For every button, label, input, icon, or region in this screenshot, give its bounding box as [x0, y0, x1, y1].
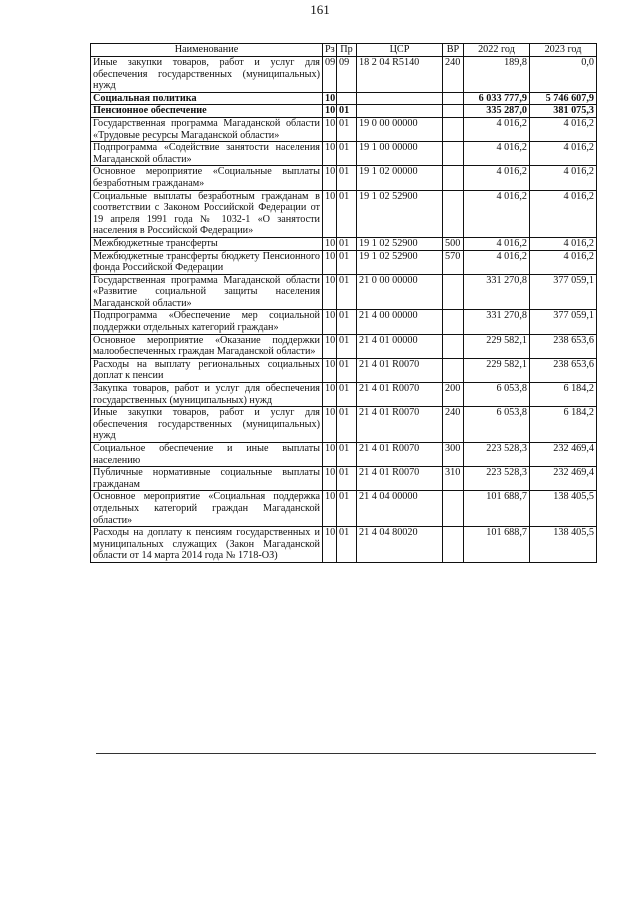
row-csr: 21 4 01 R0070: [357, 443, 443, 467]
row-value-2023: 138 405,5: [530, 491, 597, 527]
row-rz: 10: [323, 407, 337, 443]
header-vr: ВР: [443, 44, 464, 57]
row-rz: 10: [323, 491, 337, 527]
row-value-2022: 101 688,7: [464, 527, 530, 563]
header-name: Наименование: [91, 44, 323, 57]
row-value-2022: 4 016,2: [464, 250, 530, 274]
row-name: Иные закупки товаров, работ и услуг для обеспечения государственных (муниципальных) нужд: [91, 57, 323, 93]
row-rz: 10: [323, 237, 337, 250]
row-csr: 19 0 00 00000: [357, 117, 443, 141]
row-name: Подпрограмма «Содействие занятости населения Магаданской области»: [91, 142, 323, 166]
row-value-2023: 377 059,1: [530, 310, 597, 334]
row-name: Основное мероприятие «Социальная поддержка отдельных категорий граждан Магаданской области»: [91, 491, 323, 527]
row-name: Иные закупки товаров, работ и услуг для обеспечения государственных (муниципальных) нужд: [91, 407, 323, 443]
row-csr: 21 4 01 R0070: [357, 383, 443, 407]
row-value-2023: 381 075,3: [530, 105, 597, 118]
row-pr: 01: [337, 117, 357, 141]
row-name: Государственная программа Магаданской области «Развитие социальной защиты населения Магаданской области»: [91, 274, 323, 310]
row-rz: 10: [323, 117, 337, 141]
row-pr: [337, 92, 357, 105]
row-pr: 09: [337, 57, 357, 93]
row-name: Межбюджетные трансферты бюджету Пенсионного фонда Российской Федерации: [91, 250, 323, 274]
row-name: Расходы на выплату региональных социальных доплат к пенсии: [91, 358, 323, 382]
row-vr: [443, 491, 464, 527]
table-row: [91, 92, 597, 105]
row-csr: [357, 92, 443, 105]
row-pr: 01: [337, 334, 357, 358]
row-pr: 01: [337, 310, 357, 334]
row-pr: 01: [337, 274, 357, 310]
row-vr: 240: [443, 407, 464, 443]
row-pr: 01: [337, 467, 357, 491]
row-vr: 500: [443, 237, 464, 250]
row-vr: [443, 310, 464, 334]
table-row: [91, 142, 597, 166]
table-header-row: [91, 44, 597, 57]
row-value-2023: 4 016,2: [530, 190, 597, 237]
row-csr: 19 1 02 52900: [357, 237, 443, 250]
row-csr: 21 4 01 00000: [357, 334, 443, 358]
table-row: [91, 166, 597, 190]
table-row: [91, 527, 597, 563]
row-rz: 10: [323, 383, 337, 407]
row-vr: 200: [443, 383, 464, 407]
row-vr: 240: [443, 57, 464, 93]
table-row: [91, 334, 597, 358]
row-value-2023: 238 653,6: [530, 358, 597, 382]
row-value-2023: 232 469,4: [530, 467, 597, 491]
table-body: [91, 57, 597, 563]
row-vr: [443, 358, 464, 382]
table-row: [91, 467, 597, 491]
row-csr: [357, 105, 443, 118]
row-value-2022: 331 270,8: [464, 274, 530, 310]
row-csr: 21 4 01 R0070: [357, 358, 443, 382]
row-rz: 10: [323, 527, 337, 563]
row-pr: 01: [337, 237, 357, 250]
row-rz: 10: [323, 142, 337, 166]
row-pr: 01: [337, 491, 357, 527]
row-vr: 300: [443, 443, 464, 467]
row-value-2023: 238 653,6: [530, 334, 597, 358]
row-value-2023: 6 184,2: [530, 407, 597, 443]
row-value-2022: 223 528,3: [464, 467, 530, 491]
row-value-2023: 6 184,2: [530, 383, 597, 407]
row-value-2023: 4 016,2: [530, 250, 597, 274]
row-name: Основное мероприятие «Оказание поддержки малообеспеченных граждан Магаданской области»: [91, 334, 323, 358]
row-vr: [443, 142, 464, 166]
row-value-2023: 4 016,2: [530, 117, 597, 141]
row-value-2022: 229 582,1: [464, 334, 530, 358]
header-pr: Пр: [337, 44, 357, 57]
row-csr: 21 0 00 00000: [357, 274, 443, 310]
row-csr: 19 1 00 00000: [357, 142, 443, 166]
row-csr: 19 1 02 52900: [357, 250, 443, 274]
row-pr: 01: [337, 166, 357, 190]
row-value-2022: 189,8: [464, 57, 530, 93]
row-value-2022: 4 016,2: [464, 142, 530, 166]
row-rz: 10: [323, 310, 337, 334]
row-rz: 10: [323, 274, 337, 310]
table-row: [91, 57, 597, 93]
row-csr: 19 1 02 52900: [357, 190, 443, 237]
row-pr: 01: [337, 105, 357, 118]
row-pr: 01: [337, 443, 357, 467]
row-name: Межбюджетные трансферты: [91, 237, 323, 250]
row-value-2022: 101 688,7: [464, 491, 530, 527]
row-rz: 10: [323, 166, 337, 190]
row-value-2023: 0,0: [530, 57, 597, 93]
row-vr: [443, 527, 464, 563]
row-value-2022: 6 053,8: [464, 383, 530, 407]
table-row: [91, 358, 597, 382]
row-value-2022: 4 016,2: [464, 166, 530, 190]
row-csr: 19 1 02 00000: [357, 166, 443, 190]
row-name: Закупка товаров, работ и услуг для обеспечения государственных (муниципальных) нужд: [91, 383, 323, 407]
row-value-2022: 6 053,8: [464, 407, 530, 443]
footer-divider: [96, 753, 596, 754]
row-csr: 21 4 01 R0070: [357, 467, 443, 491]
header-year-2022: 2022 год: [464, 44, 530, 57]
table-row: [91, 310, 597, 334]
row-rz: 10: [323, 250, 337, 274]
row-rz: 10: [323, 92, 337, 105]
row-pr: 01: [337, 358, 357, 382]
header-year-2023: 2023 год: [530, 44, 597, 57]
header-csr: ЦСР: [357, 44, 443, 57]
table-row: [91, 117, 597, 141]
table-row: [91, 190, 597, 237]
row-csr: 21 4 04 00000: [357, 491, 443, 527]
row-csr: 21 4 00 00000: [357, 310, 443, 334]
row-pr: 01: [337, 190, 357, 237]
row-value-2023: 4 016,2: [530, 237, 597, 250]
row-vr: [443, 105, 464, 118]
row-rz: 10: [323, 190, 337, 237]
table-row: [91, 491, 597, 527]
row-rz: 10: [323, 443, 337, 467]
row-pr: 01: [337, 383, 357, 407]
row-rz: 10: [323, 334, 337, 358]
row-value-2023: 377 059,1: [530, 274, 597, 310]
row-value-2022: 4 016,2: [464, 117, 530, 141]
row-name: Социальные выплаты безработным гражданам в соответствии с Законом Российской Федерации от 19 апреля 1991 года № 1032-1 «О занятости населения в Российской Федерации»: [91, 190, 323, 237]
table-row: [91, 443, 597, 467]
table-row: [91, 383, 597, 407]
page-number: 161: [310, 2, 330, 17]
row-vr: 570: [443, 250, 464, 274]
row-csr: 18 2 04 R5140: [357, 57, 443, 93]
row-pr: 01: [337, 250, 357, 274]
row-name: Социальная политика: [91, 92, 323, 105]
row-rz: 10: [323, 358, 337, 382]
row-value-2022: 4 016,2: [464, 237, 530, 250]
table-row: [91, 105, 597, 118]
row-name: Расходы на доплату к пенсиям государственных и муниципальных служащих (Закон Магаданской области от 14 марта 2014 года № 1718-ОЗ): [91, 527, 323, 563]
row-value-2023: 138 405,5: [530, 527, 597, 563]
row-vr: [443, 92, 464, 105]
row-value-2022: 335 287,0: [464, 105, 530, 118]
row-pr: 01: [337, 142, 357, 166]
row-rz: 10: [323, 467, 337, 491]
row-value-2022: 223 528,3: [464, 443, 530, 467]
row-vr: [443, 334, 464, 358]
row-rz: 10: [323, 105, 337, 118]
row-pr: 01: [337, 407, 357, 443]
table-row: [91, 237, 597, 250]
row-value-2023: 4 016,2: [530, 166, 597, 190]
row-name: Основное мероприятие «Социальные выплаты безработным гражданам»: [91, 166, 323, 190]
table-row: [91, 407, 597, 443]
header-rz: Рз: [323, 44, 337, 57]
row-rz: 09: [323, 57, 337, 93]
row-vr: 310: [443, 467, 464, 491]
row-csr: 21 4 04 80020: [357, 527, 443, 563]
row-csr: 21 4 01 R0070: [357, 407, 443, 443]
row-vr: [443, 166, 464, 190]
row-name: Публичные нормативные социальные выплаты гражданам: [91, 467, 323, 491]
table-row: [91, 274, 597, 310]
row-vr: [443, 274, 464, 310]
row-value-2023: 4 016,2: [530, 142, 597, 166]
row-value-2022: 229 582,1: [464, 358, 530, 382]
table-row: [91, 250, 597, 274]
row-name: Социальное обеспечение и иные выплаты населению: [91, 443, 323, 467]
row-value-2022: 4 016,2: [464, 190, 530, 237]
budget-table: [90, 43, 597, 563]
row-vr: [443, 190, 464, 237]
row-pr: 01: [337, 527, 357, 563]
row-value-2022: 331 270,8: [464, 310, 530, 334]
row-name: Пенсионное обеспечение: [91, 105, 323, 118]
row-value-2023: 232 469,4: [530, 443, 597, 467]
row-value-2023: 5 746 607,9: [530, 92, 597, 105]
row-name: Государственная программа Магаданской области «Трудовые ресурсы Магаданской области»: [91, 117, 323, 141]
row-value-2022: 6 033 777,9: [464, 92, 530, 105]
row-vr: [443, 117, 464, 141]
row-name: Подпрограмма «Обеспечение мер социальной поддержки отдельных категорий граждан»: [91, 310, 323, 334]
